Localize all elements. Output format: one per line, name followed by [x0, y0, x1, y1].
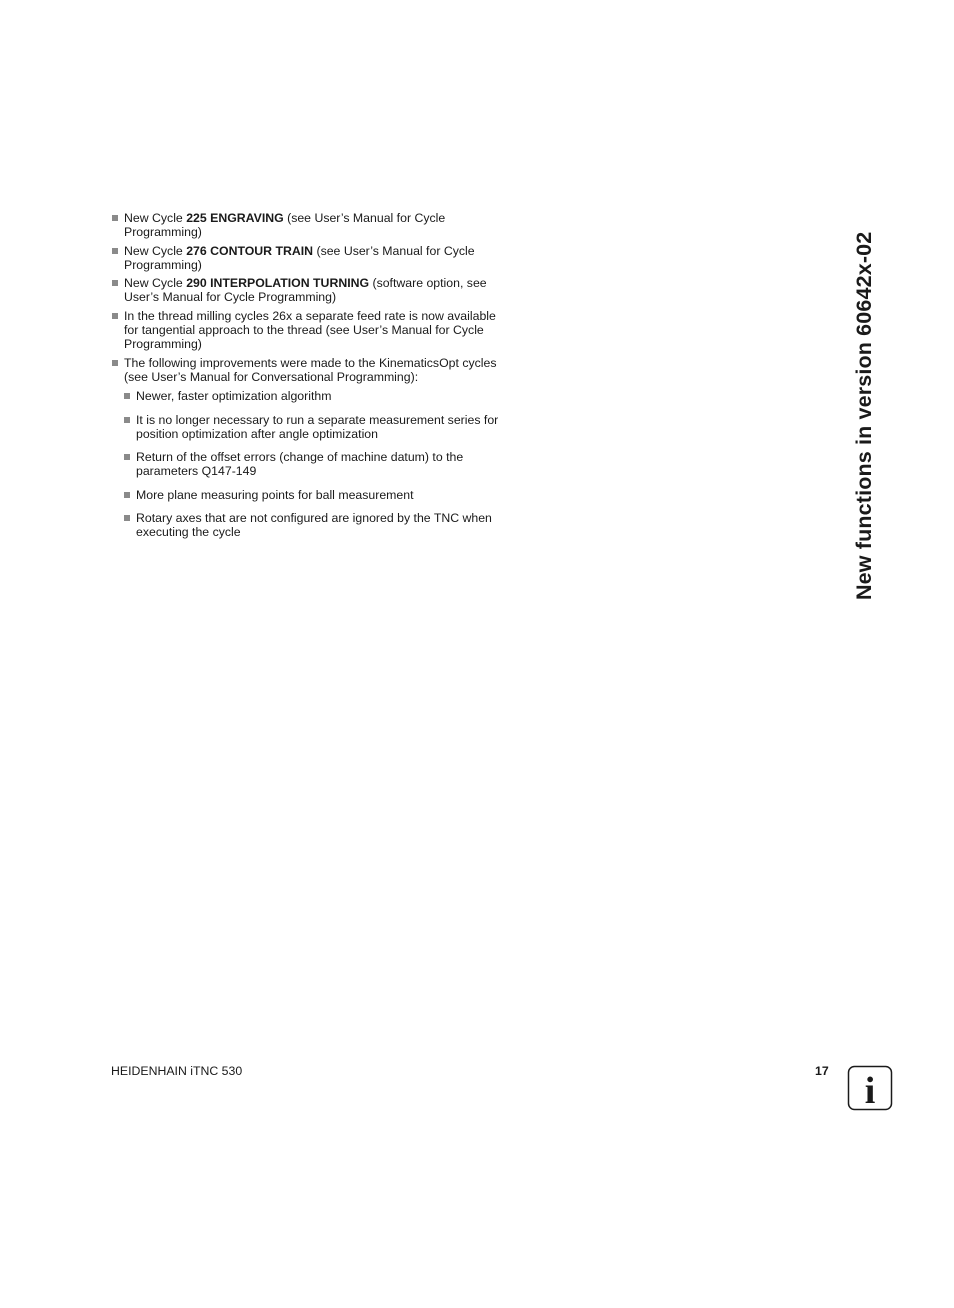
square-bullet-icon — [112, 248, 118, 254]
square-bullet-icon — [124, 492, 130, 498]
footer-product-name: HEIDENHAIN iTNC 530 — [111, 1064, 243, 1078]
sub-list-item: More plane measuring points for ball measurement — [123, 488, 511, 502]
chapter-side-title: New functions in version 60642x-02 — [852, 231, 876, 600]
info-icon-glyph: i — [864, 1070, 876, 1111]
page-number: 17 — [815, 1064, 829, 1078]
info-icon — [847, 1065, 893, 1111]
list-item: New Cycle 276 CONTOUR TRAIN (see User’s Manual for Cycle Programming) — [111, 244, 511, 273]
square-bullet-icon — [124, 393, 130, 399]
sub-list — [111, 389, 511, 539]
square-bullet-icon — [124, 417, 130, 423]
square-bullet-icon — [112, 215, 118, 221]
list-item: In the thread milling cycles 26x a separate feed rate is now available for tangential approach to the thread (see User’s Manual for Cycle Programming) — [111, 309, 511, 352]
sub-list-item: Newer, faster optimization algorithm — [123, 389, 511, 403]
list-item: New Cycle 225 ENGRAVING (see User’s Manual for Cycle Programming) — [111, 211, 511, 240]
sub-list-item: It is no longer necessary to run a separate measurement series for position optimization after angle optimization — [123, 413, 511, 442]
square-bullet-icon — [112, 313, 118, 319]
sub-list-item: Rotary axes that are not configured are ignored by the TNC when executing the cycle — [123, 511, 511, 540]
square-bullet-icon — [112, 280, 118, 286]
sub-list-item: Return of the offset errors (change of machine datum) to the parameters Q147-149 — [123, 450, 511, 479]
square-bullet-icon — [112, 360, 118, 366]
feature-list — [111, 211, 511, 549]
square-bullet-icon — [124, 454, 130, 460]
list-item: New Cycle 290 INTERPOLATION TURNING (software option, see User’s Manual for Cycle Programming) — [111, 276, 511, 305]
square-bullet-icon — [124, 515, 130, 521]
list-item: The following improvements were made to the KinematicsOpt cycles (see User’s Manual for Conversational Programming): — [111, 356, 511, 385]
